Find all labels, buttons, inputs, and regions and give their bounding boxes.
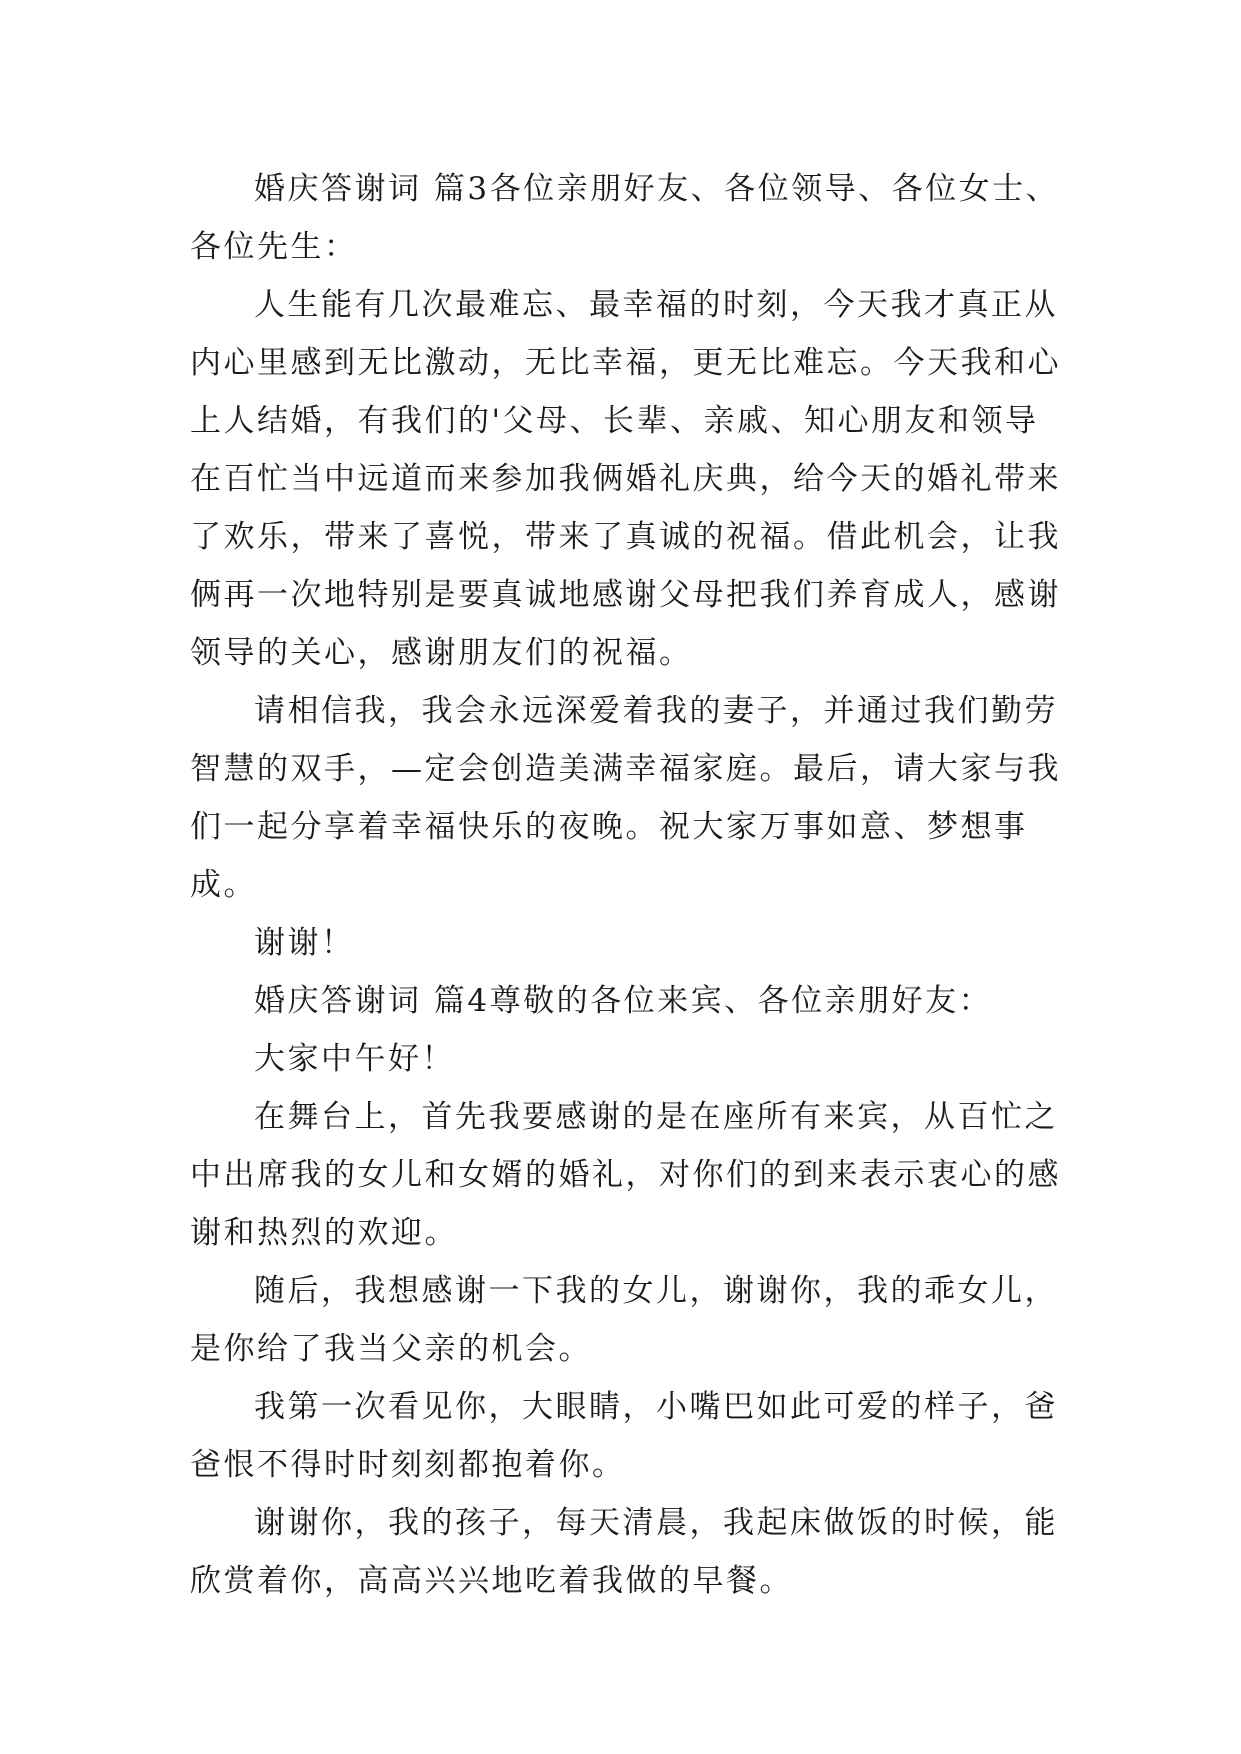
- paragraph: 请相信我，我会永远深爱着我的妻子，并通过我们勤劳智慧的双手，—定会创造美满幸福家庭。最后，请大家与我们一起分享着幸福快乐的夜晚。祝大家万事如意、梦想事成。: [190, 693, 1061, 903]
- paragraph: 在舞台上，首先我要感谢的是在座所有来宾，从百忙之中出席我的女儿和女婿的婚礼，对你们的到来表示衷心的感谢和热烈的欢迎。: [190, 1099, 1061, 1251]
- paragraph: 随后，我想感谢一下我的女儿，谢谢你，我的乖女儿，是你给了我当父亲的机会。: [190, 1273, 1058, 1367]
- paragraph: 谢谢你，我的孩子，每天清晨，我起床做饭的时候，能欣赏着你，高高兴兴地吃着我做的早餐。: [190, 1505, 1058, 1599]
- document-body: [190, 160, 1070, 1610]
- paragraph: 谢谢！: [254, 925, 355, 961]
- paragraph: 人生能有几次最难忘、最幸福的时刻，今天我才真正从内心里感到无比激动，无比幸福，更无比难忘。今天我和心上人结婚，有我们的'父母、长辈、亲戚、知心朋友和领导在百忙当中远道而来参加我俩婚礼庆典，给今天的婚礼带来了欢乐，带来了喜悦，带来了真诚的祝福。借此机会，让我俩再一次地特别是要真诚地感谢父母把我们养育成人，感谢领导的关心，感谢朋友们的祝福。: [190, 287, 1061, 671]
- paragraph: 大家中午好！: [254, 1041, 455, 1077]
- paragraph: 我第一次看见你，大眼睛，小嘴巴如此可爱的样子，爸爸恨不得时时刻刻都抱着你。: [190, 1389, 1058, 1483]
- paragraph-heading-3: 婚庆答谢词 篇3各位亲朋好友、各位领导、各位女士、各位先生：: [190, 171, 1060, 265]
- paragraph-heading-4: 婚庆答谢词 篇4尊敬的各位来宾、各位亲朋好友：: [254, 983, 993, 1019]
